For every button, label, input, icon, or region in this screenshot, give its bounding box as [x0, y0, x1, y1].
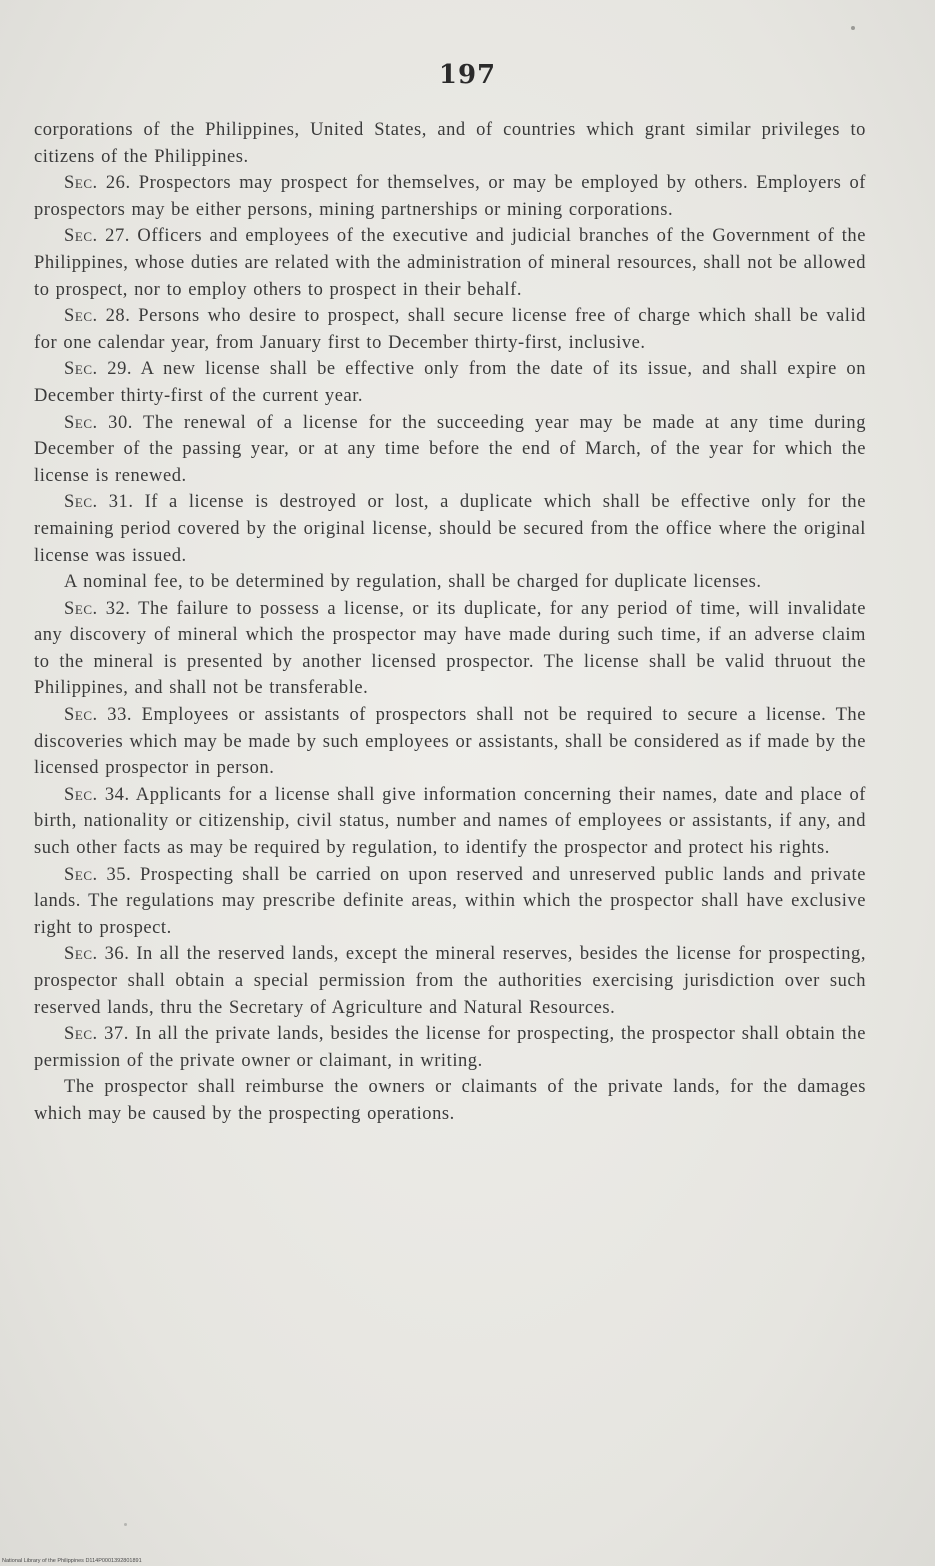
- footer-credit: National Library of the Philippines D114P0001392801891: [2, 1558, 142, 1564]
- paragraph: [34, 303, 866, 356]
- paragraph: [34, 782, 866, 862]
- section-label: Sec. 29.: [64, 359, 133, 380]
- paragraph-text: The renewal of a license for the succeeding year may be made at any time during December of the passing year, or at any time before the end of March, of the year for which the license is renewed.: [34, 412, 866, 486]
- section-label: Sec. 27.: [64, 226, 130, 247]
- paragraph-text: corporations of the Philippines, United States, and of countries which grant similar privileges to citizens of the Philippines.: [34, 120, 866, 167]
- paragraph-text: In all the private lands, besides the license for prospecting, the prospector shall obtain the permission of the private owner or claimant, in writing.: [34, 1024, 866, 1071]
- paragraph-text: The failure to possess a license, or its duplicate, for any period of time, will invalidate any discovery of mineral which the prospector may have made during such time, if an adverse claim to the mineral is presented by another licensed prospector. The license shall be valid thruout the Philippines, and shall not be transferable.: [34, 598, 866, 699]
- paragraph-text: In all the reserved lands, except the mineral reserves, besides the license for prospecting, prospector shall obtain a special permission from the authorities exercising jurisdiction over such reserved lands, thru the Secretary of Agriculture and Natural Resources.: [34, 944, 866, 1018]
- section-label: Sec. 31.: [64, 492, 134, 513]
- paragraph: [34, 410, 866, 490]
- paragraph: [34, 223, 866, 303]
- paragraph-text: The prospector shall reimburse the owners or claimants of the private lands, for the damages which may be caused by the prospecting operations.: [34, 1077, 866, 1124]
- paragraph-text: Prospectors may prospect for themselves, or may be employed by others. Employers of prospectors may be either persons, mining partnerships or mining corporations.: [34, 173, 866, 220]
- section-label: Sec. 30.: [64, 412, 133, 433]
- paragraph: [34, 941, 866, 1021]
- paragraph-text: Employees or assistants of prospectors shall not be required to secure a license. The discoveries which may be made by such employees or assistants, shall be considered as if made by the licensed prospector in person.: [34, 705, 866, 779]
- paragraph: [34, 1021, 866, 1074]
- paragraph: [34, 702, 866, 782]
- paragraph: [34, 596, 866, 702]
- paragraph-text: Prospecting shall be carried on upon reserved and unreserved public lands and private lands. The regulations may prescribe definite areas, within which the prospector shall have exclusive right to prospect.: [34, 864, 866, 938]
- paragraph-text: If a license is destroyed or lost, a duplicate which shall be effective only for the remaining period covered by the original license, should be secured from the office where the original license was issued.: [34, 492, 866, 566]
- section-label: Sec. 36.: [64, 944, 130, 965]
- section-label: Sec. 35.: [64, 864, 132, 885]
- paragraph-text: Applicants for a license shall give information concerning their names, date and place of birth, nationality or citizenship, civil status, number and names of employees or assistants, if any, and such other facts as may be required by regulation, to identify the prospector and protect his rights.: [34, 784, 866, 859]
- section-label: Sec. 28.: [64, 306, 131, 327]
- section-label: Sec. 32.: [64, 598, 131, 619]
- paragraph-text: A new license shall be effective only from the date of its issue, and shall expire on December thirty-first of the current year.: [34, 359, 867, 406]
- section-label: Sec. 37.: [64, 1024, 129, 1045]
- paragraph-text: A nominal fee, to be determined by regulation, shall be charged for duplicate licenses.: [64, 572, 762, 593]
- paragraph-text: Persons who desire to prospect, shall secure license free of charge which shall be valid for one calendar year, from January first to December thirty-first, inclusive.: [34, 306, 866, 353]
- paragraph: [34, 170, 866, 223]
- section-label: Sec. 34.: [64, 784, 130, 805]
- speck-mark: [851, 26, 855, 30]
- paragraph: [34, 862, 866, 942]
- speck-mark: [124, 1523, 127, 1526]
- paragraph-text: Officers and employees of the executive and judicial branches of the Government of the Philippines, whose duties are related with the administration of mineral resources, shall not be allowed to prospect, nor to employ others to prospect in their behalf.: [34, 226, 866, 300]
- paragraph: [34, 569, 866, 596]
- paragraph: [34, 117, 866, 170]
- page-number: 197: [438, 60, 497, 90]
- paragraph: [34, 1074, 866, 1127]
- paragraph: [34, 489, 866, 569]
- section-label: Sec. 26.: [64, 173, 131, 194]
- body-text: [34, 117, 866, 1128]
- paragraph: [34, 356, 866, 409]
- section-label: Sec. 33.: [64, 705, 133, 726]
